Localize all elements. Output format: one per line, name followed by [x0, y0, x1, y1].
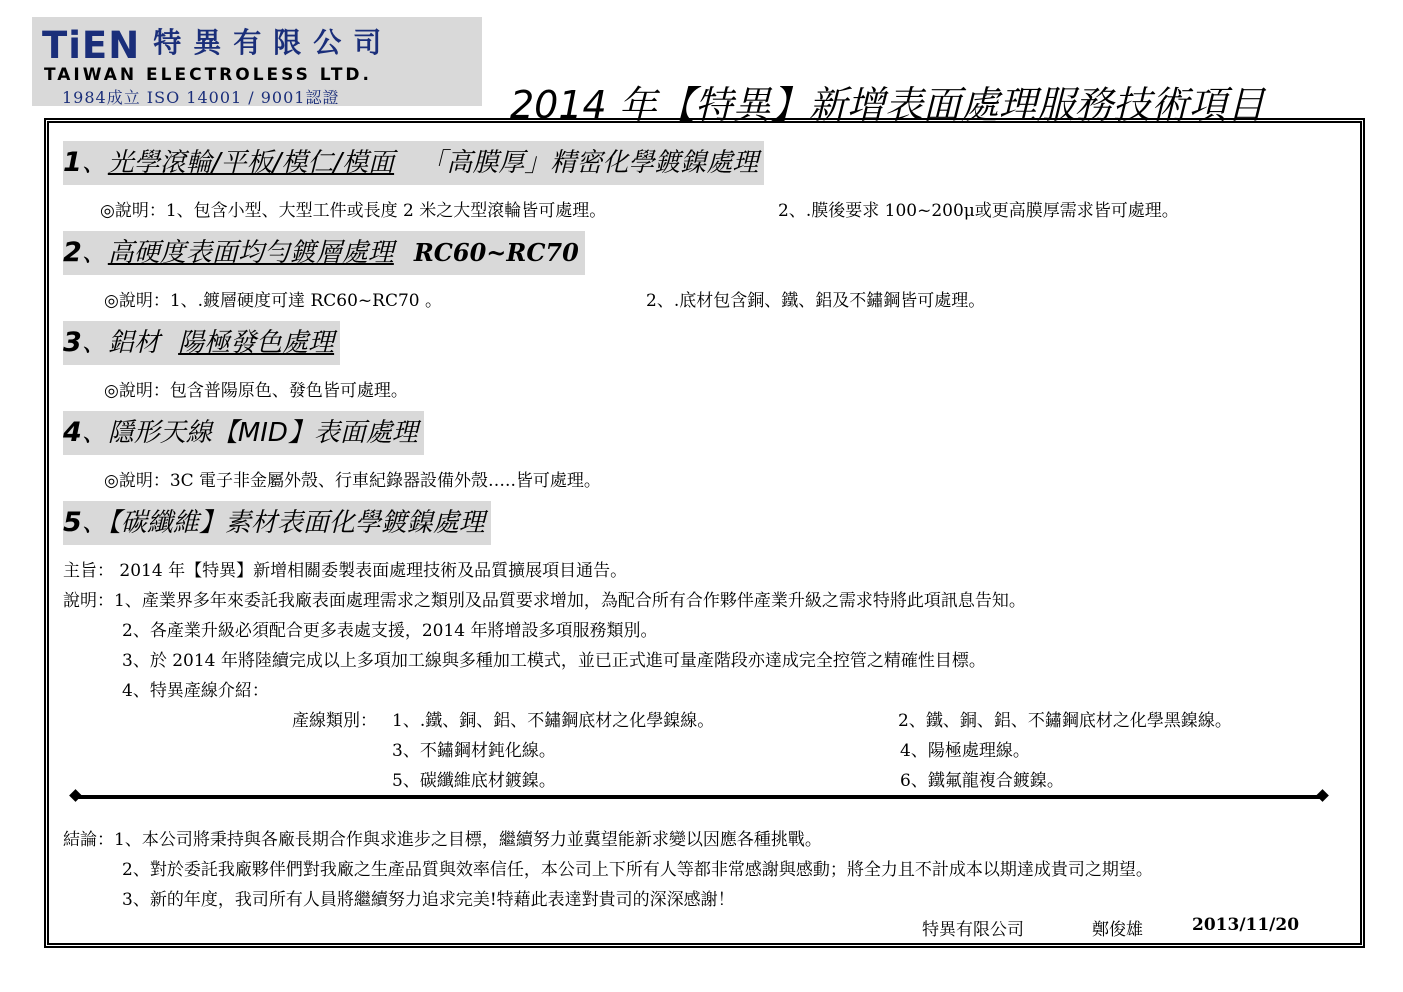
logo-top-row	[42, 21, 393, 67]
line-item-1: 1、.鐵、銅、鋁、不鏽鋼底材之化學鎳線。	[392, 711, 715, 731]
line-item-5: 5、碳纖維底材鍍鎳。	[392, 771, 556, 791]
company-logo	[32, 17, 482, 106]
section-3-heading	[63, 321, 340, 365]
line-item-2: 2、鐵、銅、鋁、不鏽鋼底材之化學黑鎳線。	[898, 711, 1232, 731]
signature-date: 2013/11/20	[1192, 915, 1300, 935]
section-1-sep: 、	[81, 148, 108, 178]
line-item-6: 6、鐵氟龍複合鍍鎳。	[900, 771, 1064, 791]
section-3-desc-1: ◎說明：包含普陽原色、發色皆可處理。	[104, 381, 408, 401]
section-4-title: 隱形天線【MID】表面處理	[107, 418, 418, 448]
section-2-number: 2	[63, 237, 82, 268]
section-2-title: 高硬度表面均勻鍍層處理	[107, 238, 394, 268]
section-2-sep: 、	[81, 238, 108, 268]
section-1-title: 光學滾輪/平板/模仁/模面	[107, 148, 395, 178]
section-5-title: 【碳纖維】素材表面化學鍍鎳處理	[107, 508, 485, 538]
line-item-3: 3、不鏽鋼材鈍化線。	[392, 741, 556, 761]
section-4-heading	[63, 411, 424, 455]
conclusion-line-2: 2、對於委託我廠夥伴們對我廠之生產品質與效率信任，本公司上下所有人等都非常感謝與感動；將全力且不計成本以期達成貴司之期望。	[122, 860, 1153, 880]
conclusion-line-1: 結論：1、本公司將秉持與各廠長期合作與求進步之目標，繼續努力並冀望能新求變以因應各種挑戰。	[63, 830, 822, 850]
logo-brand: TiEN	[42, 24, 141, 67]
section-4-desc-1: ◎說明：3C 電子非金屬外殼、行車紀錄器設備外殼…..皆可處理。	[104, 471, 601, 491]
section-4-number: 4	[63, 417, 82, 448]
conclusion-line-3: 3、新的年度，我司所有人員將繼續努力追求完美!特藉此表達對貴司的深深感謝！	[122, 890, 735, 910]
section-3-extra: 陽極發色處理	[178, 328, 335, 358]
explain-line-1: 說明：1、產業界多年來委託我廠表面處理需求之類別及品質要求增加，為配合所有合作夥伴產業升級之需求特將此項訊息告知。	[63, 591, 1026, 611]
page-title: 2014 年【特異】新增表面處理服務技術項目	[510, 83, 1265, 127]
section-2-desc-1: ◎說明：1、.鍍層硬度可達 RC60~RC70 。	[104, 291, 442, 311]
section-1-desc-2: 2、.膜後要求 100~200μ或更高膜厚需求皆可處理。	[778, 201, 1179, 221]
line-item-4: 4、陽極處理線。	[900, 741, 1030, 761]
explain-line-2: 2、各產業升級必須配合更多表處支援，2014 年將增設多項服務類別。	[122, 621, 658, 641]
section-2-desc-2: 2、.底材包含銅、鐵、鋁及不鏽鋼皆可處理。	[646, 291, 986, 311]
subject-line: 主旨： 2014 年【特異】新增相關委製表面處理技術及品質擴展項目通告。	[63, 561, 628, 581]
logo-english-name: TAIWAN ELECTROLESS LTD.	[44, 65, 372, 85]
section-2-extra: RC60~RC70	[413, 238, 579, 267]
signature-company: 特異有限公司	[922, 920, 1024, 940]
logo-iso-text: 1984成立 ISO 14001 / 9001認證	[62, 88, 340, 107]
section-3-sep: 、	[81, 328, 108, 358]
signature-person: 鄭俊雄	[1092, 920, 1143, 940]
section-3-title: 鋁材	[107, 328, 160, 358]
explain-line-3: 3、於 2014 年將陸續完成以上多項加工線與多種加工模式，並已正式進可量產階段亦達成完全控管之精確性目標。	[122, 651, 986, 671]
section-2-heading	[63, 231, 585, 275]
explain-line-4: 4、特異產線介紹：	[122, 681, 269, 701]
lines-label: 產線類別：	[292, 711, 377, 731]
section-3-number: 3	[63, 327, 82, 358]
section-5-number: 5	[63, 507, 82, 538]
section-5-sep: 、	[81, 508, 108, 538]
section-1-number: 1	[63, 147, 82, 178]
section-1-desc-1: ◎說明：1、包含小型、大型工件或長度 2 米之大型滾輪皆可處理。	[100, 201, 607, 221]
section-1-heading	[63, 141, 764, 185]
section-divider	[75, 795, 1325, 799]
section-1-extra: 「高膜厚」精密化學鍍鎳處理	[420, 148, 759, 178]
logo-brand-cn: 特異有限公司	[153, 26, 394, 59]
section-5-heading	[63, 501, 491, 545]
section-4-sep: 、	[81, 418, 108, 448]
